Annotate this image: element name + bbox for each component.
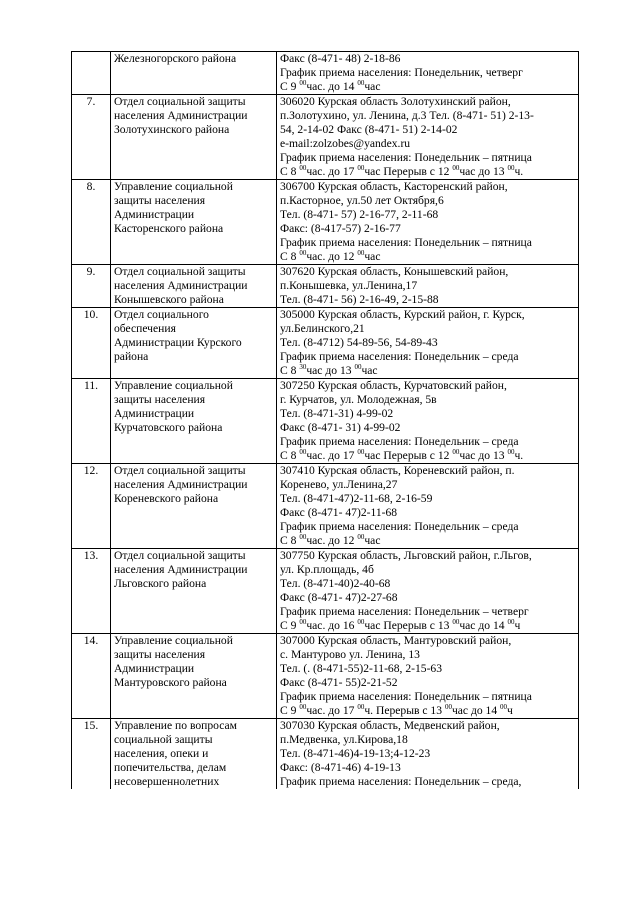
contact-line: 307030 Курская область, Медвенский район, bbox=[280, 719, 500, 732]
office-name-line: Касторенского района bbox=[114, 222, 224, 235]
contact-line: График приема населения: Понедельник – среда bbox=[280, 520, 519, 533]
contact-line: Факс: (8-417-57) 2-16-77 bbox=[280, 222, 401, 235]
office-name-line: Управление социальной bbox=[114, 180, 233, 193]
contact-line: Тел. (8-471-31) 4-99-02 bbox=[280, 407, 394, 420]
contact-line: С 8 $^{00}$час. до 12 $^{00}$час bbox=[280, 533, 381, 547]
contact-line: Факс: (8-471-46) 4-19-13 bbox=[280, 761, 401, 774]
time-minutes: 00 bbox=[452, 618, 460, 626]
row-number: 8. bbox=[72, 180, 111, 265]
contact-line: Тел. (8-471- 57) 2-16-77, 2-11-68 bbox=[280, 208, 439, 221]
office-name-line: обеспечения bbox=[114, 322, 176, 335]
office-contact-info bbox=[277, 308, 579, 379]
office-name bbox=[111, 180, 277, 265]
time-minutes: 00 bbox=[444, 703, 452, 711]
contact-line: с. Мантурово ул. Ленина, 13 bbox=[280, 648, 420, 661]
office-name-line: Управление социальной bbox=[114, 379, 233, 392]
office-name bbox=[111, 95, 277, 180]
office-name bbox=[111, 634, 277, 719]
office-name-line: Отдел социальной защиты bbox=[114, 464, 246, 477]
office-name-line: Железногорского района bbox=[114, 52, 237, 65]
office-name-line: населения Администрации bbox=[114, 279, 248, 292]
contact-line: График приема населения: Понедельник – четверг bbox=[280, 605, 529, 618]
contact-line: График приема населения: Понедельник – пятница bbox=[280, 151, 532, 164]
contact-line: Тел. (8-4712) 54-89-56, 54-89-43 bbox=[280, 336, 438, 349]
table-row bbox=[72, 180, 579, 265]
time-minutes: 00 bbox=[357, 618, 365, 626]
time-minutes: 00 bbox=[357, 79, 365, 87]
time-minutes: 00 bbox=[507, 164, 515, 172]
contact-line: Факс (8-471- 47)2-11-68 bbox=[280, 506, 398, 519]
table-row bbox=[72, 464, 579, 549]
office-name-line: Управление социальной bbox=[114, 634, 233, 647]
office-name-line: защиты населения bbox=[114, 393, 206, 406]
office-name bbox=[111, 549, 277, 634]
office-contact-info bbox=[277, 379, 579, 464]
office-name-line: Курчатовского района bbox=[114, 421, 223, 434]
contact-line: График приема населения: Понедельник, четверг bbox=[280, 66, 523, 79]
time-minutes: 00 bbox=[299, 79, 307, 87]
time-minutes: 00 bbox=[500, 703, 508, 711]
contact-line: График приема населения: Понедельник – среда bbox=[280, 435, 519, 448]
contact-line: С 8 $^{30}$час до 13 $^{00}$час bbox=[280, 363, 378, 377]
office-name bbox=[111, 265, 277, 308]
contact-line: С 9 $^{00}$час. до 16 $^{00}$час Перерыв с 13 $^{00}$час до 14 $^{00}$ч bbox=[280, 618, 521, 632]
office-name-line: Мантуровского района bbox=[114, 676, 227, 689]
time-minutes: 00 bbox=[357, 164, 365, 172]
contact-line: 54, 2-14-02 Факс (8-471- 51) 2-14-02 bbox=[280, 123, 458, 136]
office-contact-info bbox=[277, 549, 579, 634]
office-contact-info bbox=[277, 52, 579, 95]
contact-line: С 8 $^{00}$час. до 12 $^{00}$час bbox=[280, 249, 381, 263]
office-name-line: Отдел социальной защиты bbox=[114, 549, 246, 562]
contact-line: 307250 Курская область, Курчатовский район, bbox=[280, 379, 507, 392]
time-minutes: 00 bbox=[299, 618, 307, 626]
contact-line: 306020 Курская область Золотухинский район, bbox=[280, 95, 511, 108]
contact-line: 305000 Курская область, Курский район, г. Курск, bbox=[280, 308, 525, 321]
row-number: 7. bbox=[72, 95, 111, 180]
contact-line: г. Курчатов, ул. Молодежная, 5в bbox=[280, 393, 437, 406]
time-minutes: 00 bbox=[357, 249, 365, 257]
contact-line: Коренево, ул.Ленина,27 bbox=[280, 478, 398, 491]
office-contact-info bbox=[277, 265, 579, 308]
office-name-line: защиты населения bbox=[114, 194, 206, 207]
contact-line: ул. Кр.площадь, 4б bbox=[280, 563, 374, 576]
table-row bbox=[72, 265, 579, 308]
contact-line: С 9 $^{00}$час. до 14 $^{00}$час bbox=[280, 79, 381, 93]
contact-line: e-mail:zolzobes@yandex.ru bbox=[280, 137, 411, 150]
contact-line: п.Медвенка, ул.Кирова,18 bbox=[280, 733, 408, 746]
contact-line: 306700 Курская область, Касторенский район, bbox=[280, 180, 508, 193]
office-name-line: населения, опеки и bbox=[114, 747, 209, 760]
contact-line: Тел. (8-471-40)2-40-68 bbox=[280, 577, 391, 590]
contact-line: 307410 Курская область, Кореневский район, п. bbox=[280, 464, 515, 477]
offices-table bbox=[71, 51, 579, 789]
row-number: 9. bbox=[72, 265, 111, 308]
office-name bbox=[111, 308, 277, 379]
offices-table-body bbox=[72, 52, 579, 790]
contact-line: Факс (8-471- 47)2-27-68 bbox=[280, 591, 398, 604]
office-name bbox=[111, 52, 277, 95]
office-name-line: Администрации Курского bbox=[114, 336, 242, 349]
office-name-line: социальной защиты bbox=[114, 733, 213, 746]
time-minutes: 30 bbox=[299, 363, 307, 371]
office-name-line: Администрации bbox=[114, 662, 195, 675]
contact-line: 307000 Курская область, Мантуровский район, bbox=[280, 634, 512, 647]
row-number: 11. bbox=[72, 379, 111, 464]
contact-line: ул.Белинского,21 bbox=[280, 322, 365, 335]
contact-line: п.Конышевка, ул.Ленина,17 bbox=[280, 279, 418, 292]
office-name-line: Отдел социального bbox=[114, 308, 209, 321]
time-minutes: 00 bbox=[357, 533, 365, 541]
office-name-line: Администрации bbox=[114, 208, 195, 221]
contact-line: п.Касторное, ул.50 лет Октября,6 bbox=[280, 194, 444, 207]
contact-line: С 8 $^{00}$час. до 17 $^{00}$час Перерыв с 12 $^{00}$час до 13 $^{00}$ч. bbox=[280, 448, 524, 462]
contact-line: Тел. (. (8-471-55)2-11-68, 2-15-63 bbox=[280, 662, 443, 675]
contact-line: Тел. (8-471-47)2-11-68, 2-16-59 bbox=[280, 492, 433, 505]
table-row bbox=[72, 634, 579, 719]
table-row bbox=[72, 379, 579, 464]
office-name-line: защиты населения bbox=[114, 648, 206, 661]
office-name-line: Управление по вопросам bbox=[114, 719, 237, 732]
time-minutes: 00 bbox=[299, 533, 307, 541]
time-minutes: 00 bbox=[452, 448, 460, 456]
office-name-line: Золотухинского района bbox=[114, 123, 230, 136]
time-minutes: 00 bbox=[507, 618, 515, 626]
office-name-line: Администрации bbox=[114, 407, 195, 420]
office-name-line: Конышевского района bbox=[114, 293, 224, 306]
contact-line: 307750 Курская область, Льговский район, г.Льгов, bbox=[280, 549, 532, 562]
office-name bbox=[111, 464, 277, 549]
row-number: 10. bbox=[72, 308, 111, 379]
contact-line: С 8 $^{00}$час. до 17 $^{00}$час Перерыв с 12 $^{00}$час до 13 $^{00}$ч. bbox=[280, 164, 524, 178]
office-name-line: попечительства, делам bbox=[114, 761, 227, 774]
time-minutes: 00 bbox=[354, 363, 362, 371]
table-row bbox=[72, 308, 579, 379]
office-contact-info bbox=[277, 719, 579, 790]
office-name-line: населения Администрации bbox=[114, 563, 248, 576]
office-name bbox=[111, 719, 277, 790]
contact-line: График приема населения: Понедельник – пятница bbox=[280, 236, 532, 249]
office-name-line: населения Администрации bbox=[114, 109, 248, 122]
contact-line: Факс (8-471- 55)2-21-52 bbox=[280, 676, 398, 689]
row-number bbox=[72, 52, 111, 95]
time-minutes: 00 bbox=[452, 164, 460, 172]
table-row bbox=[72, 549, 579, 634]
office-name-line: Отдел социальной защиты bbox=[114, 95, 246, 108]
office-name-line: Кореневского района bbox=[114, 492, 219, 505]
contact-line: С 9 $^{00}$час. до 17 $^{00}$ч. Перерыв с 13 $^{00}$час до 14 $^{00}$ч bbox=[280, 703, 513, 717]
office-name bbox=[111, 379, 277, 464]
office-contact-info bbox=[277, 180, 579, 265]
contact-line: Тел. (8-471- 56) 2-16-49, 2-15-88 bbox=[280, 293, 439, 306]
time-minutes: 00 bbox=[507, 448, 515, 456]
contact-line: График приема населения: Понедельник – пятница bbox=[280, 690, 532, 703]
row-number: 12. bbox=[72, 464, 111, 549]
office-contact-info bbox=[277, 634, 579, 719]
office-contact-info bbox=[277, 464, 579, 549]
office-name-line: несовершеннолетних bbox=[114, 775, 220, 788]
contact-line: График приема населения: Понедельник – среда bbox=[280, 350, 519, 363]
row-number: 15. bbox=[72, 719, 111, 790]
time-minutes: 00 bbox=[357, 703, 365, 711]
time-minutes: 00 bbox=[299, 448, 307, 456]
contact-line: 307620 Курская область, Конышевский район, bbox=[280, 265, 509, 278]
time-minutes: 00 bbox=[357, 448, 365, 456]
office-contact-info bbox=[277, 95, 579, 180]
table-row bbox=[72, 719, 579, 790]
office-name-line: населения Администрации bbox=[114, 478, 248, 491]
office-name-line: Отдел социальной защиты bbox=[114, 265, 246, 278]
contact-line: График приема населения: Понедельник – среда, bbox=[280, 775, 522, 788]
table-row bbox=[72, 95, 579, 180]
contact-line: Факс (8-471- 31) 4-99-02 bbox=[280, 421, 401, 434]
time-minutes: 00 bbox=[299, 164, 307, 172]
contact-line: Тел. (8-471-46)4-19-13;4-12-23 bbox=[280, 747, 431, 760]
contact-line: Факс (8-471- 48) 2-18-86 bbox=[280, 52, 401, 65]
contact-line: п.Золотухино, ул. Ленина, д.3 Тел. (8-471- 51) 2-13- bbox=[280, 109, 534, 122]
time-minutes: 00 bbox=[299, 249, 307, 257]
row-number: 13. bbox=[72, 549, 111, 634]
table-row bbox=[72, 52, 579, 95]
time-minutes: 00 bbox=[299, 703, 307, 711]
office-name-line: района bbox=[114, 350, 149, 363]
row-number: 14. bbox=[72, 634, 111, 719]
office-name-line: Льговского района bbox=[114, 577, 207, 590]
